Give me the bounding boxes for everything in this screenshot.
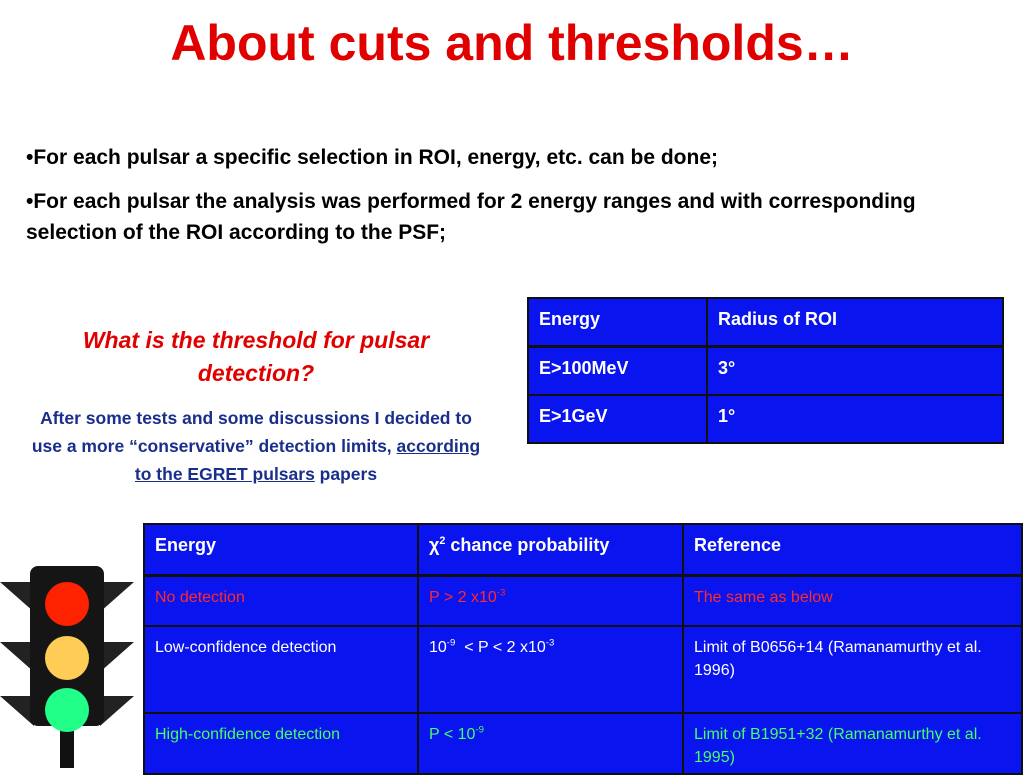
threshold-question: What is the threshold for pulsar detection? bbox=[82, 327, 430, 386]
detection-table bbox=[143, 523, 1023, 775]
prob-exponent: -3 bbox=[545, 637, 555, 649]
prob-text: P < 10 bbox=[429, 726, 476, 743]
answer-after: papers bbox=[314, 464, 378, 484]
bullet-list bbox=[26, 142, 986, 261]
table-cell: Limit of B0656+14 (Ramanamurthy et al. 1996) bbox=[683, 626, 1022, 713]
traffic-light-icon bbox=[0, 560, 134, 768]
bullet-item: •For each pulsar a specific selection in ROI, energy, etc. can be done; bbox=[26, 146, 719, 169]
slide-title: About cuts and thresholds… bbox=[170, 15, 854, 71]
prob-exponent: -9 bbox=[475, 724, 484, 736]
table-cell: The same as below bbox=[683, 576, 1022, 627]
answer-text bbox=[28, 404, 484, 488]
header-cell: Reference bbox=[683, 524, 1022, 576]
table-cell: No detection bbox=[144, 576, 418, 627]
table-row bbox=[144, 713, 1022, 774]
table-row bbox=[144, 626, 1022, 713]
header-cell: Energy bbox=[144, 524, 418, 576]
table-cell bbox=[418, 713, 683, 774]
prob-text: < P < 2 x10 bbox=[455, 639, 546, 656]
chi-label: chance probability bbox=[445, 535, 610, 555]
chi-exponent: 2 bbox=[439, 535, 446, 547]
table-cell bbox=[418, 626, 683, 713]
table-cell: Limit of B1951+32 (Ramanamurthy et al. 1995) bbox=[683, 713, 1022, 774]
table-cell: High-confidence detection bbox=[144, 713, 418, 774]
table-cell: 3° bbox=[707, 347, 1003, 396]
prob-exponent: -9 bbox=[446, 637, 456, 649]
table-cell: Low-confidence detection bbox=[144, 626, 418, 713]
answer-before: After some tests and some discussions I decided to use a more “conservative” detection limits, bbox=[31, 408, 472, 456]
table-row bbox=[144, 576, 1022, 627]
header-cell: Energy bbox=[528, 298, 707, 347]
roi-table bbox=[527, 297, 1004, 444]
bullet-item: •For each pulsar the analysis was performed for 2 energy ranges and with corresponding selection of the ROI according to the PSF; bbox=[26, 190, 916, 244]
chi-symbol: χ bbox=[429, 535, 440, 555]
table-cell: E>100MeV bbox=[528, 347, 707, 396]
table-cell: 1° bbox=[707, 395, 1003, 443]
prob-text: P > 2 x10 bbox=[429, 589, 497, 606]
egret-link[interactable]: according to the EGRET pulsars bbox=[134, 436, 481, 484]
prob-exponent: -3 bbox=[496, 587, 506, 599]
prob-text: 10 bbox=[429, 639, 447, 656]
header-cell: Radius of ROI bbox=[707, 298, 1003, 347]
header-cell bbox=[418, 524, 683, 576]
table-cell bbox=[418, 576, 683, 627]
table-cell: E>1GeV bbox=[528, 395, 707, 443]
